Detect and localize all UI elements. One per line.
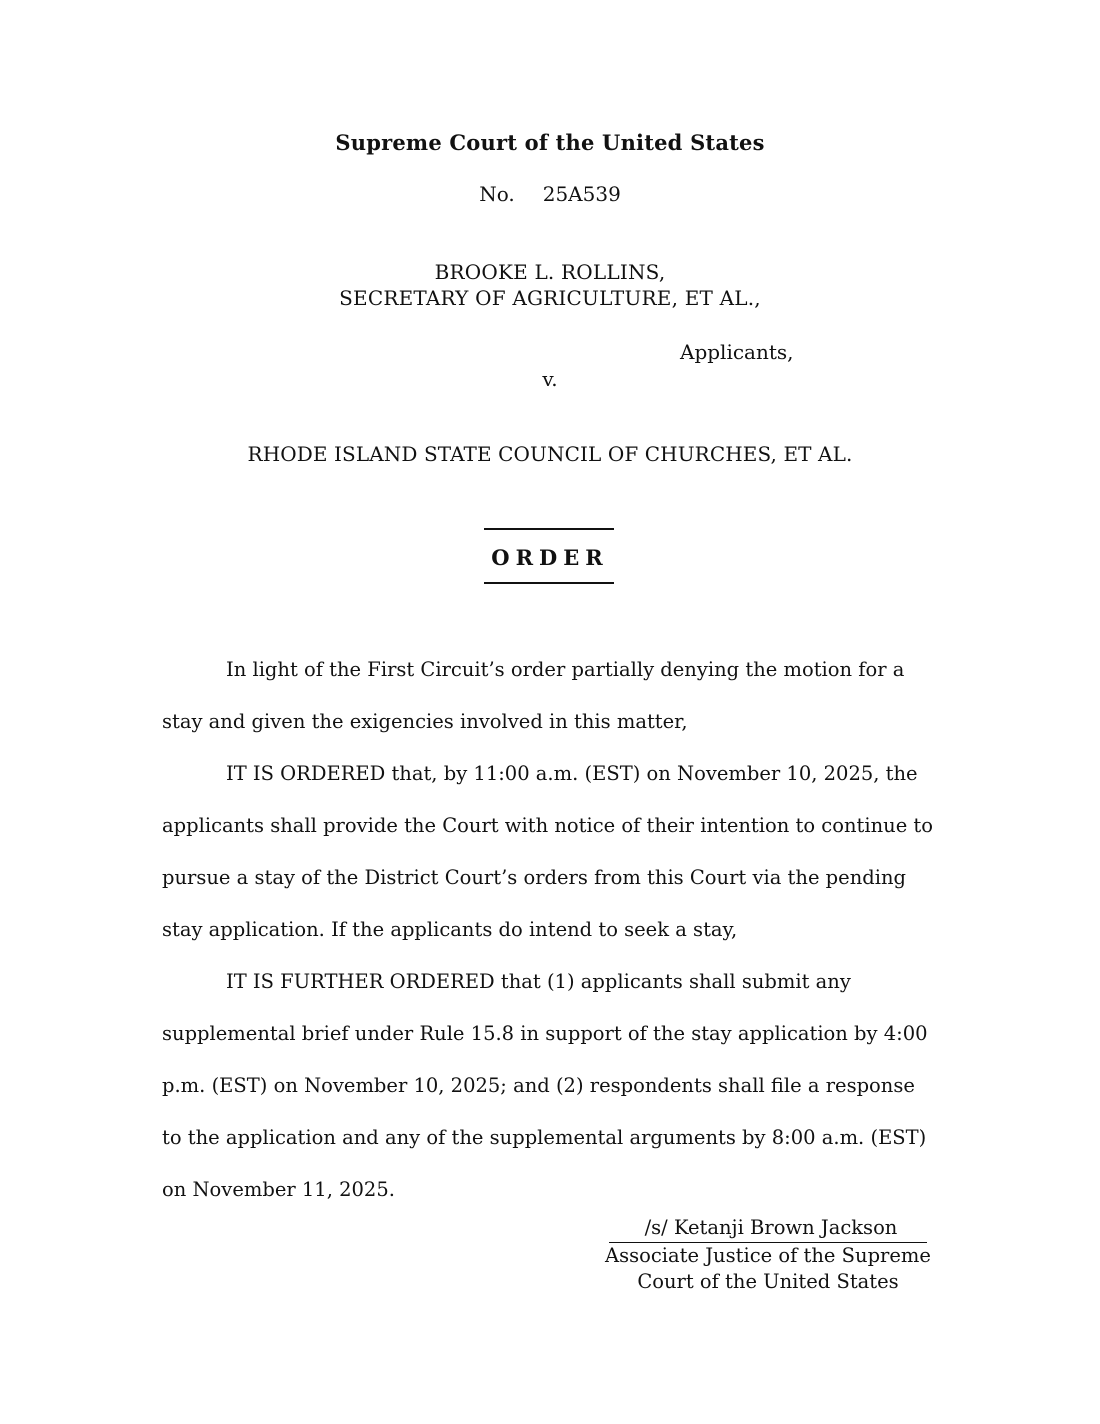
docket-number: [0, 182, 1100, 206]
order-paragraph-3: IT IS FURTHER ORDERED that (1) applicants shall submit any supplemental brief under Rule 15.8 in support of the stay application by 4:00 p.m. (EST) on November 10, 2025; and (2) respondents shall file a response to the application and any of the supplemental arguments by 8:00 a.m. (EST) on November 11, 2025.: [162, 970, 928, 1201]
applicant-role-label: Applicants,: [680, 340, 794, 364]
order-body: [162, 644, 940, 1216]
order-rule-top: [484, 528, 614, 530]
docket-value: 25A539: [542, 182, 621, 206]
signature-title-line-2: Court of the United States: [637, 1270, 899, 1293]
signature-title-line-1: Associate Justice of the Supreme: [605, 1244, 931, 1267]
applicant-title: SECRETARY OF AGRICULTURE, ET AL.,: [339, 286, 761, 310]
court-name-heading: Supreme Court of the United States: [335, 130, 765, 155]
order-paragraph-1: In light of the First Circuit’s order partially denying the motion for a stay and given the exigencies involved in this matter,: [162, 658, 905, 733]
respondent-name: RHODE ISLAND STATE COUNCIL OF CHURCHES, ET AL.: [247, 442, 853, 466]
order-title: ORDER: [491, 545, 609, 570]
order-rule-bottom: [484, 582, 614, 584]
signature-line: /s/ Ketanji Brown Jackson: [609, 1214, 928, 1243]
signature-block: [598, 1214, 938, 1295]
docket-prefix: No.: [479, 182, 515, 206]
applicant-name: BROOKE L. ROLLINS,: [434, 260, 666, 284]
order-paragraph-2: IT IS ORDERED that, by 11:00 a.m. (EST) on November 10, 2025, the applicants shall provide the Court with notice of their intention to continue to pursue a stay of the District Court’s orders from this Court via the pending stay application. If the applicants do intend to seek a stay,: [162, 762, 934, 941]
versus-label: v.: [542, 367, 558, 391]
